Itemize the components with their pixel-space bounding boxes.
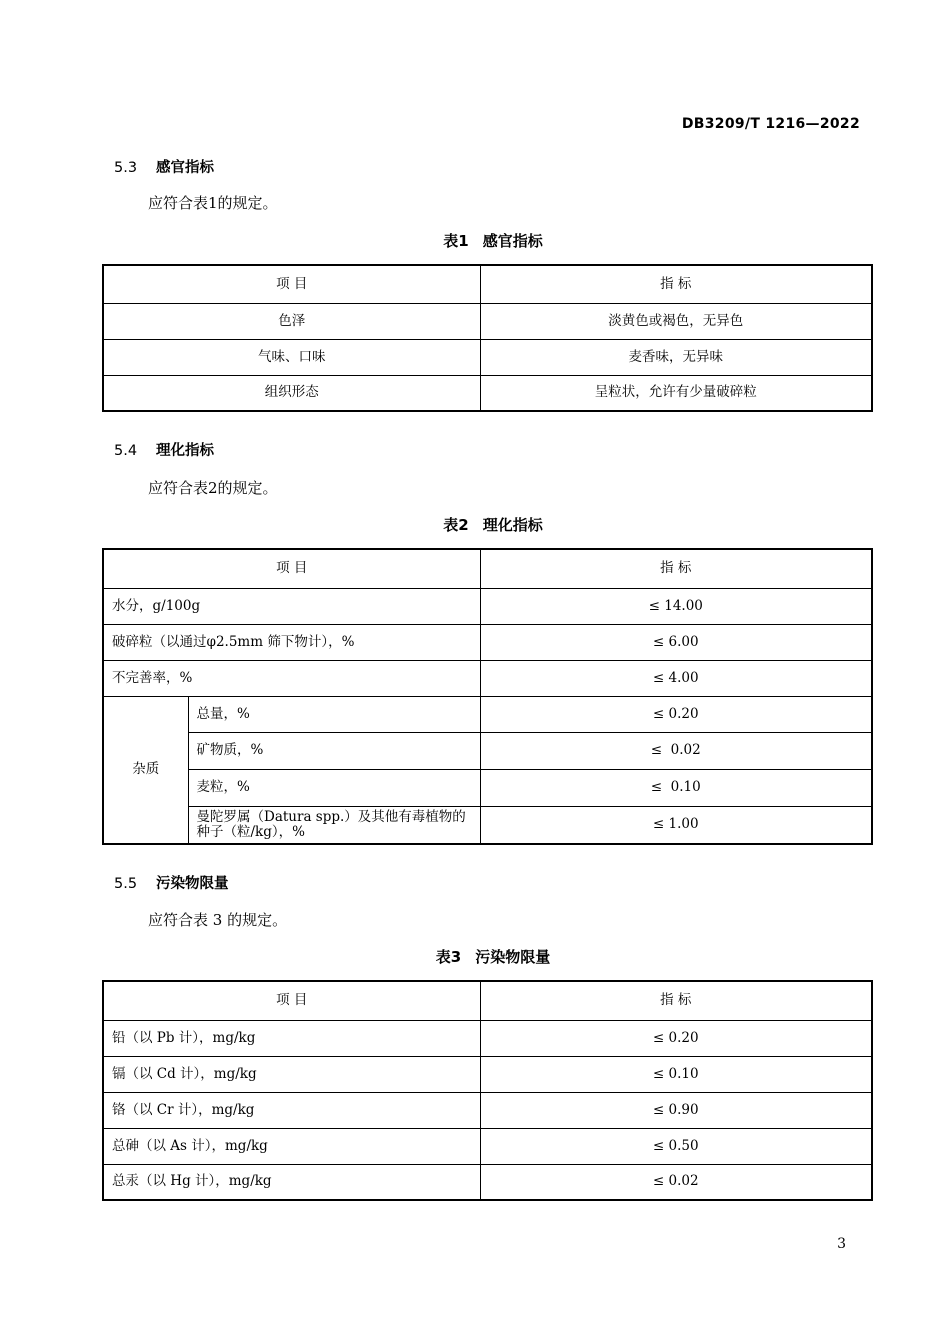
table2-number: 表2 [443, 516, 469, 534]
table-cell-value: 淡黄色或褐色，无异色 [480, 303, 872, 339]
table-cell-value: ≤ 6.00 [480, 624, 872, 660]
table-group-label: 杂质 [103, 696, 188, 844]
table-cell-item: 不完善率，% [103, 660, 480, 696]
table-row [103, 1164, 872, 1200]
table-header-item: 项 目 [103, 549, 480, 588]
table-header-index: 指 标 [480, 265, 872, 303]
page-number: 3 [837, 1236, 846, 1252]
table-header-row [103, 265, 872, 303]
table-row [103, 1092, 872, 1128]
table1-sensory [102, 264, 873, 412]
table-cell-value: ≤ 0.50 [480, 1128, 872, 1164]
table3-title: 污染物限量 [475, 948, 551, 966]
table-cell-subitem: 曼陀罗属（Datura spp.）及其他有毒植物的种子（粒/kg），% [188, 806, 480, 844]
table1-title: 感官指标 [482, 232, 543, 250]
table-cell-item: 组织形态 [103, 375, 480, 411]
table-cell-item: 铬（以 Cr 计），mg/kg [103, 1092, 480, 1128]
table1-caption [0, 230, 950, 251]
table-row [103, 1056, 872, 1092]
table-cell-item: 色泽 [103, 303, 480, 339]
table-header-index: 指 标 [480, 981, 872, 1020]
section-text-5-5: 应符合表 3 的规定。 [148, 911, 288, 929]
table-header-item: 项 目 [103, 981, 480, 1020]
table-row [103, 303, 872, 339]
table2-physicochemical [102, 548, 873, 845]
table1-number: 表1 [443, 232, 469, 250]
table-cell-value: ≤ 0.20 [480, 696, 872, 732]
table-row [103, 806, 872, 844]
table-cell-item: 总砷（以 As 计），mg/kg [103, 1128, 480, 1164]
section-number: 5.5 [114, 876, 138, 892]
table2-title: 理化指标 [482, 516, 543, 534]
section-text-5-3: 应符合表1的规定。 [148, 194, 278, 212]
section-title: 理化指标 [156, 443, 214, 459]
table-header-row [103, 549, 872, 588]
table-cell-value: ≤ 0.90 [480, 1092, 872, 1128]
table-row [103, 375, 872, 411]
document-number: DB3209/T 1216—2022 [681, 116, 860, 132]
table-cell-item: 破碎粒（以通过φ2.5mm 筛下物计），% [103, 624, 480, 660]
section-heading-5-3 [114, 156, 214, 177]
table-cell-value: ≤ 0.02 [480, 1164, 872, 1200]
table-header-item: 项 目 [103, 265, 480, 303]
table-cell-item: 镉（以 Cd 计），mg/kg [103, 1056, 480, 1092]
section-number: 5.4 [114, 443, 138, 459]
table-row [103, 339, 872, 375]
table-row [103, 696, 872, 732]
table-cell-subitem: 总量，% [188, 696, 480, 732]
section-heading-5-5 [114, 872, 229, 893]
table-row [103, 732, 872, 769]
table-cell-item: 铅（以 Pb 计），mg/kg [103, 1020, 480, 1056]
table-cell-value: 麦香味，无异味 [480, 339, 872, 375]
table-cell-value: ≤ 14.00 [480, 588, 872, 624]
table-cell-value: ≤ 0.20 [480, 1020, 872, 1056]
section-heading-5-4 [114, 439, 214, 460]
table-cell-item: 水分，g/100g [103, 588, 480, 624]
section-text-5-4: 应符合表2的规定。 [148, 479, 278, 497]
table-cell-value: ≤ 4.00 [480, 660, 872, 696]
section-title: 污染物限量 [156, 876, 229, 892]
table3-number: 表3 [435, 948, 462, 966]
table-cell-value: ≤ 0.10 [480, 769, 872, 806]
table-row [103, 1128, 872, 1164]
table-header-row [103, 981, 872, 1020]
section-number: 5.3 [114, 160, 138, 176]
table3-contaminants [102, 980, 873, 1201]
table-row [103, 588, 872, 624]
table-cell-subitem: 麦粒，% [188, 769, 480, 806]
table-cell-subitem: 矿物质，% [188, 732, 480, 769]
table-cell-item: 总汞（以 Hg 计），mg/kg [103, 1164, 480, 1200]
table2-caption [0, 514, 950, 535]
table-header-index: 指 标 [480, 549, 872, 588]
table-cell-value: ≤ 0.02 [480, 732, 872, 769]
table-cell-value: 呈粒状，允许有少量破碎粒 [480, 375, 872, 411]
table-row [103, 1020, 872, 1056]
table-row [103, 624, 872, 660]
table-row [103, 660, 872, 696]
table-cell-item: 气味、口味 [103, 339, 480, 375]
table-cell-value: ≤ 1.00 [480, 806, 872, 844]
table3-caption [0, 946, 950, 967]
table-cell-value: ≤ 0.10 [480, 1056, 872, 1092]
table-row [103, 769, 872, 806]
section-title: 感官指标 [156, 160, 214, 176]
